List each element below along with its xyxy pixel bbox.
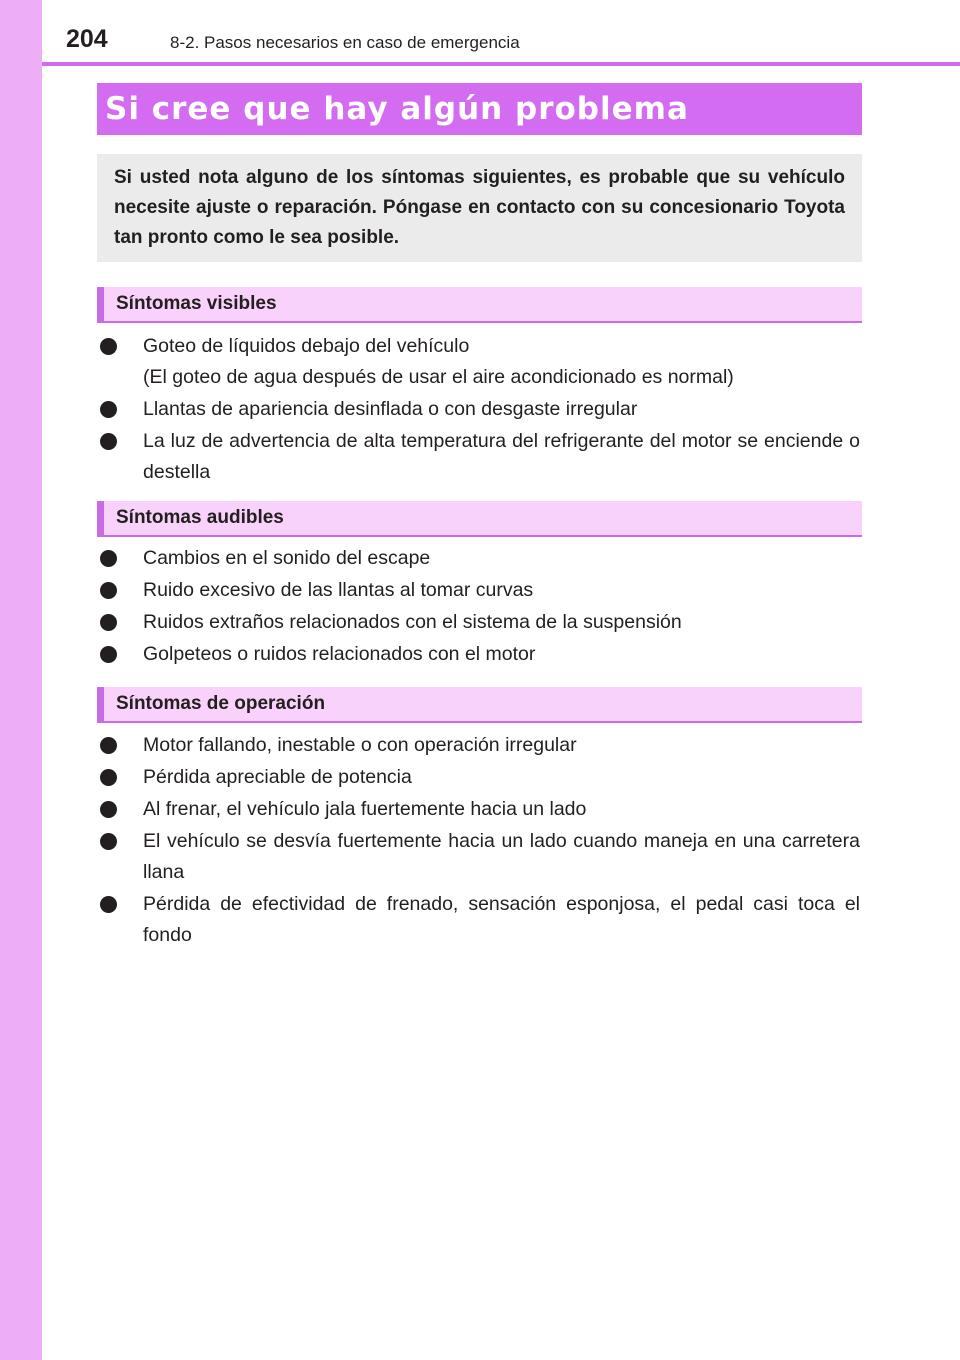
bullet-dot-icon <box>100 801 117 818</box>
section-title: Síntomas de operación <box>116 693 326 714</box>
list-item <box>100 794 860 825</box>
list-item <box>100 826 860 888</box>
list-item-text: Motor fallando, inestable o con operación irregular <box>143 734 577 756</box>
title-banner <box>97 83 862 135</box>
intro-box <box>97 154 862 262</box>
page-title: Si cree que hay algún problema <box>105 91 689 127</box>
list-item-text: Ruidos extraños relacionados con el sistema de la suspensión <box>143 611 682 633</box>
bullet-dot-icon <box>100 769 117 786</box>
list-item <box>100 730 860 761</box>
bullet-dot-icon <box>100 401 117 418</box>
list-item-text: Ruido excesivo de las llantas al tomar curvas <box>143 579 534 601</box>
bullet-dot-icon <box>100 896 117 913</box>
page-number: 204 <box>66 25 108 53</box>
list-item-text: Golpeteos o ruidos relacionados con el motor <box>143 643 536 665</box>
list-item-text: La luz de advertencia de alta temperatura del refrigerante del motor se enciende o destella <box>143 430 860 483</box>
bullet-dot-icon <box>100 338 117 355</box>
bullet-list-audibles <box>100 543 860 671</box>
section-title: Síntomas visibles <box>116 293 277 314</box>
list-item <box>100 607 860 638</box>
list-item-text: El vehículo se desvía fuertemente hacia un lado cuando maneja en una carretera llana <box>143 830 860 883</box>
list-item <box>100 543 860 574</box>
section-title: Síntomas audibles <box>116 507 284 528</box>
section-heading-visibles <box>97 287 862 323</box>
list-item <box>100 639 860 670</box>
section-heading-operacion <box>97 687 862 723</box>
list-item <box>100 575 860 606</box>
header-rule <box>42 62 960 66</box>
list-item-note: (El goteo de agua después de usar el aire acondicionado es normal) <box>143 366 734 388</box>
intro-text: Si usted nota alguno de los síntomas siguientes, es probable que su vehículo necesite ajuste o reparación. Póngase en contacto con su concesionario Toyota tan pronto como le sea posible. <box>114 167 845 248</box>
bullet-dot-icon <box>100 833 117 850</box>
running-header: 8-2. Pasos necesarios en caso de emergencia <box>170 33 520 52</box>
section-heading-audibles <box>97 501 862 537</box>
bullet-list-visibles <box>100 331 860 489</box>
list-item <box>100 394 860 425</box>
bullet-dot-icon <box>100 646 117 663</box>
bullet-dot-icon <box>100 550 117 567</box>
bullet-dot-icon <box>100 737 117 754</box>
list-item <box>100 331 860 393</box>
bullet-list-operacion <box>100 730 860 952</box>
bullet-dot-icon <box>100 433 117 450</box>
list-item <box>100 762 860 793</box>
list-item-text: Pérdida de efectividad de frenado, sensación esponjosa, el pedal casi toca el fondo <box>143 893 860 946</box>
list-item-text: Goteo de líquidos debajo del vehículo <box>143 335 470 357</box>
bullet-dot-icon <box>100 614 117 631</box>
list-item-text: Pérdida apreciable de potencia <box>143 766 412 788</box>
list-item <box>100 889 860 951</box>
list-item-text: Cambios en el sonido del escape <box>143 547 431 569</box>
list-item-text: Al frenar, el vehículo jala fuertemente hacia un lado <box>143 798 587 820</box>
side-tab-strip <box>0 0 42 1360</box>
bullet-dot-icon <box>100 582 117 599</box>
list-item-text: Llantas de apariencia desinflada o con desgaste irregular <box>143 398 638 420</box>
list-item <box>100 426 860 488</box>
